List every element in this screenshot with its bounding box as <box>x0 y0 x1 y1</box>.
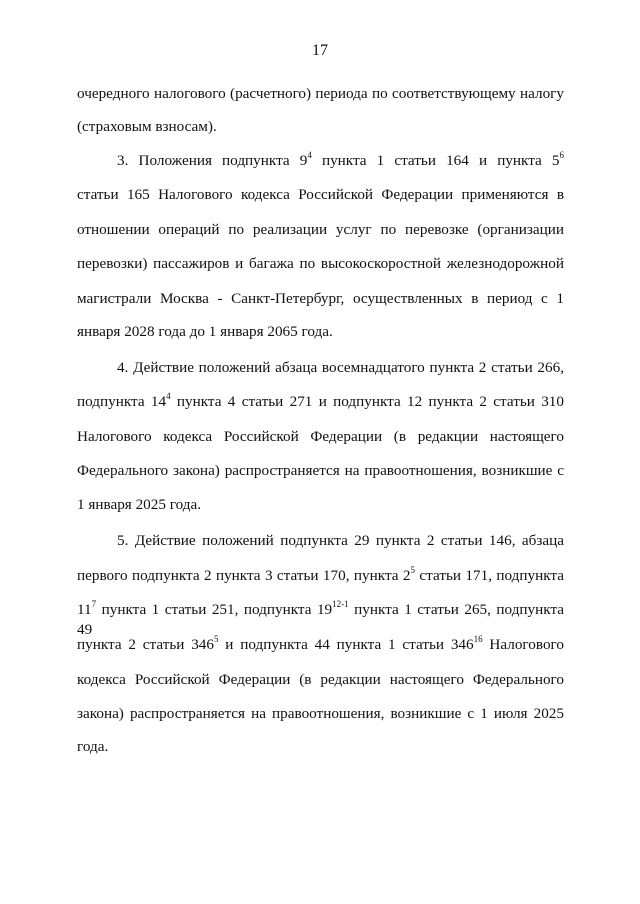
p5-l4-sup-2: 16 <box>473 634 483 644</box>
paragraph-4-line-3: Налогового кодекса Российской Федерации (в редакции настоящего <box>77 428 564 445</box>
p3-text-b: пункта 1 статьи 164 и пункта 5 <box>321 152 560 169</box>
paragraph-5-line-4 <box>77 635 564 655</box>
p5-l4-text-c: Налогового <box>489 636 564 653</box>
p5-l3-sup-2: 12-1 <box>332 599 349 609</box>
p3-sup-1: 4 <box>307 150 312 160</box>
paragraph-4-line-1: 4. Действие положений абзаца восемнадцатого пункта 2 статьи 266, <box>117 359 564 376</box>
paragraph-2-line-2: (страховым взносам). <box>77 118 217 135</box>
p5-l4-sup-1: 5 <box>213 634 219 644</box>
p5-l3-text-b: пункта 1 статьи 251, подпункта 19 <box>101 601 333 618</box>
paragraph-5-line-5: кодекса Российской Федерации (в редакции настоящего Федерального <box>77 671 564 688</box>
p5-l2-sup: 5 <box>410 565 415 575</box>
p3-sup-2: 6 <box>559 150 564 160</box>
p5-l4-text-b: и подпункта 44 пункта 1 статьи 346 <box>225 636 474 653</box>
paragraph-4-line-2 <box>77 392 564 412</box>
paragraph-4-line-5: 1 января 2025 года. <box>77 496 202 513</box>
paragraph-5-line-7: года. <box>77 738 109 755</box>
p5-l2-text-b: статьи 171, подпункта <box>419 567 564 584</box>
p3-text-a: 3. Положения подпункта 9 <box>117 152 308 169</box>
p4-text-b: пункта 4 статьи 271 и подпункта 12 пункта 2 статьи 310 <box>176 393 564 410</box>
p5-l3-text-a: 11 <box>77 601 92 618</box>
p5-l3-sup-1: 7 <box>91 599 97 609</box>
page-number: 17 <box>312 42 328 59</box>
paragraph-3-line-5: магистрали Москва - Санкт-Петербург, осуществленных в период с 1 <box>77 290 564 307</box>
paragraph-2-line-1: очередного налогового (расчетного) периода по соответствующему налогу <box>77 85 564 102</box>
paragraph-4-line-4: Федерального закона) распространяется на правоотношения, возникшие с <box>77 462 564 479</box>
p4-sup: 4 <box>166 391 171 401</box>
paragraph-5-line-2 <box>77 566 564 586</box>
p5-l2-text-a: первого подпункта 2 пункта 3 статьи 170, пункта 2 <box>77 567 411 584</box>
paragraph-3-line-2: статьи 165 Налогового кодекса Российской Федерации применяются в <box>77 186 564 203</box>
p4-text-a: подпункта 14 <box>77 393 167 410</box>
paragraph-3-line-6: января 2028 года до 1 января 2065 года. <box>77 323 333 340</box>
paragraph-5-line-6: закона) распространяется на правоотношения, возникшие с 1 июля 2025 <box>77 705 564 722</box>
paragraph-5-line-3 <box>77 600 564 640</box>
paragraph-3-line-4: перевозки) пассажиров и багажа по высокоскоростной железнодорожной <box>77 255 564 272</box>
paragraph-5-line-1: 5. Действие положений подпункта 29 пункта 2 статьи 146, абзаца <box>117 532 564 549</box>
p5-l4-text-a: пункта 2 статьи 346 <box>77 636 214 653</box>
paragraph-3-line-1 <box>117 151 564 171</box>
paragraph-3-line-3: отношении операций по реализации услуг по перевозке (организации <box>77 221 564 238</box>
p5-l3-text-c: пункта 1 статьи 265, подпункта 49 <box>77 601 565 638</box>
